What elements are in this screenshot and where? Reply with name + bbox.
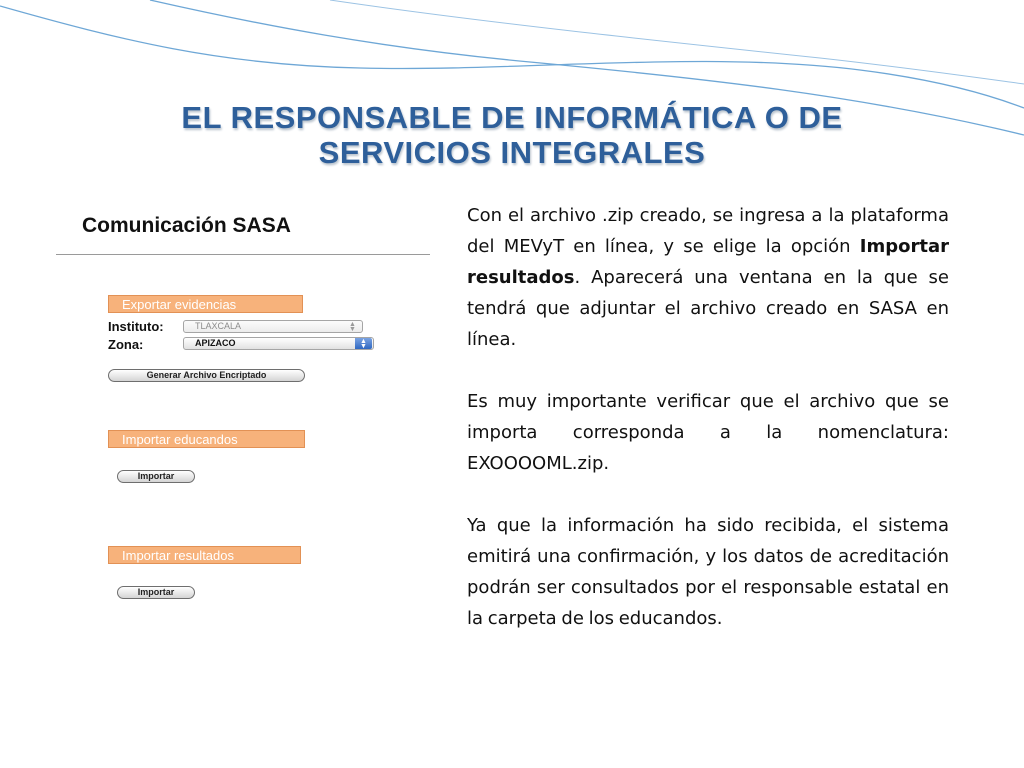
slide-title-line2: SERVICIOS INTEGRALES [318, 135, 706, 170]
instituto-select-value: TLAXCALA [195, 321, 242, 331]
import-educandos-label: Importar educandos [108, 430, 305, 448]
sasa-heading: Comunicación SASA [82, 214, 291, 237]
import-resultados-button[interactable]: Importar [117, 586, 195, 599]
export-evidence-label: Exportar evidencias [108, 295, 303, 313]
zona-label: Zona: [108, 337, 144, 352]
updown-arrows-icon: ▲ ▼ [355, 338, 372, 349]
updown-arrows-icon: ▲ ▼ [349, 321, 356, 333]
generate-encrypted-file-button[interactable]: Generar Archivo Encriptado [108, 369, 305, 382]
instituto-label: Instituto: [108, 319, 164, 334]
instituto-select[interactable] [183, 320, 363, 333]
heading-divider [56, 254, 430, 255]
slide-title-line1: EL RESPONSABLE DE INFORMÁTICA O DE [181, 100, 843, 135]
paragraph-confirmation: Ya que la información ha sido recibida, el sistema emitirá una confirmación, y los datos de acreditación podrán ser consultados por el responsable estatal en la carpeta de los educandos. [467, 515, 949, 629]
zona-select[interactable] [183, 337, 374, 350]
slide-title [112, 100, 912, 170]
paragraph-import-instructions [467, 200, 949, 355]
import-educandos-button[interactable]: Importar [117, 470, 195, 483]
paragraph-1-text-end: . Aparecerá una ventana en la que se tendrá que adjuntar el archivo creado en SASA en línea. [467, 267, 949, 350]
paragraph-1-text: Con el archivo .zip creado, se ingresa a la plataforma del MEVyT en línea, y se elige la opción [467, 205, 949, 257]
sasa-screenshot [56, 200, 434, 620]
slide-body-text [467, 200, 949, 665]
import-resultados-label: Importar resultados [108, 546, 301, 564]
paragraph-1-bold: Importar resultados [467, 236, 949, 288]
zona-select-value: APIZACO [195, 338, 236, 348]
paragraph-verify-nomenclature: Es muy importante verificar que el archivo que se importa corresponda a la nomenclatura: EXOOOOML.zip. [467, 391, 949, 474]
